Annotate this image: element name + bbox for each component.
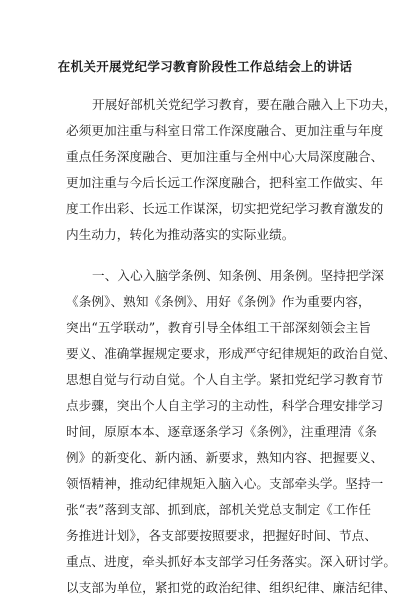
paragraph-2-line-10: 张“表”落到支部、抓到底，部机关党总支制定《工作任 xyxy=(66,502,372,517)
paragraph-2-line-12: 重点、进度，牵头抓好本支部学习任务落实。深入研讨学。 xyxy=(66,554,397,569)
paragraph-2-line-7: 时间，原原本本、逐章逐条学习《条例》，注重理清《条 xyxy=(66,424,378,439)
paragraph-1-line-1: 开展好部机关党纪学习教育，要在融合融入上下功夫， xyxy=(92,97,397,112)
paragraph-2-line-13: 以支部为单位，紧扣党的政治纪律、组织纪律、廉洁纪律、 xyxy=(66,580,397,595)
paragraph-1-line-3: 重点任务深度融合、更加注重与全州中心大局深度融合、 xyxy=(66,149,384,164)
paragraph-2-line-4: 要义、准确掌握规定要求，形成严守纪律规矩的政治自觉、 xyxy=(66,346,397,361)
paragraph-2-line-9: 领悟精神，推动纪律规矩入脑入心。支部牵头学。坚持一 xyxy=(66,476,384,491)
document-title: 在机关开展党纪学习教育阶段性工作总结会上的讲话 xyxy=(57,59,353,74)
paragraph-2-line-2: 《条例》、熟知《条例》、用好《条例》作为重要内容， xyxy=(66,294,371,309)
paragraph-1-line-6: 内生动力，转化为推动落实的实际业绩。 xyxy=(66,227,295,242)
paragraph-1-line-4: 更加注重与今后长远工作深度融合，把科室工作做实、年 xyxy=(66,175,384,190)
paragraph-2-line-6: 点步骤，突出个人自主学习的主动性，科学合理安排学习 xyxy=(66,398,384,413)
paragraph-2-line-11: 务推进计划》，各支部要按照要求，把握好时间、节点、 xyxy=(66,528,378,543)
paragraph-2-line-5: 思想自觉与行动自觉。个人自主学。紧扣党纪学习教育节 xyxy=(66,372,384,387)
paragraph-1-line-2: 必须更加注重与科室日常工作深度融合、更加注重与年度 xyxy=(66,123,384,138)
paragraph-2-line-1: 一、入心入脑学条例、知条例、用条例。坚持把学深 xyxy=(92,268,384,283)
paragraph-2-line-8: 例》的新变化、新内涵、新要求，熟知内容、把握要义、 xyxy=(66,450,384,465)
paragraph-2-line-3: 突出“五学联动”，教育引导全体组工干部深刻领会主旨 xyxy=(66,320,372,335)
paragraph-1-line-5: 度工作出彩、长远工作谋深，切实把党纪学习教育激发的 xyxy=(66,201,384,216)
